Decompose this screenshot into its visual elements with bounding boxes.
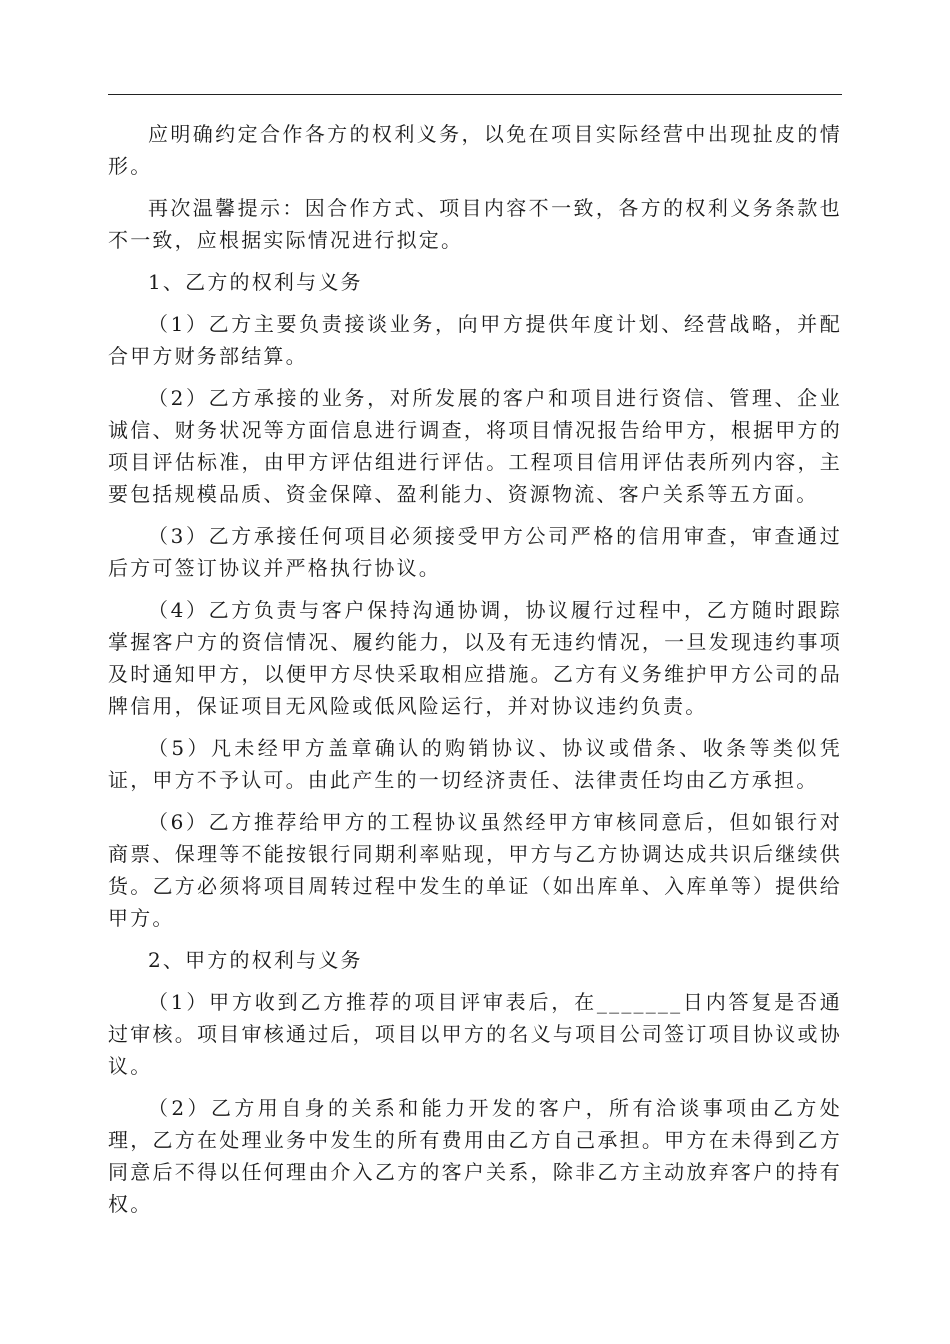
- clause-b-2: （2）乙方承接的业务，对所发展的客户和项目进行资信、管理、企业诚信、财务状况等方面信息进行调查，将项目情况报告给甲方，根据甲方的项目评估标准，由甲方评估组进行评估。工程项目信用评估表所列内容，主要包括规模品质、资金保障、盈利能力、资源物流、客户关系等五方面。: [108, 386, 842, 506]
- document-body: [108, 118, 842, 1230]
- clause-b-6: （6）乙方推荐给甲方的工程协议虽然经甲方审核同意后，但如银行对商票、保理等不能按银行同期利率贴现，甲方与乙方协调达成共识后继续供货。乙方必须将项目周转过程中发生的单证（如出库单、入库单等）提供给甲方。: [108, 810, 842, 930]
- section-heading-party-a: 2、甲方的权利与义务: [148, 948, 363, 972]
- clause-b-1: （1）乙方主要负责接谈业务，向甲方提供年度计划、经营战略，并配合甲方财务部结算。: [108, 312, 842, 368]
- paragraph-reminder: 再次温馨提示：因合作方式、项目内容不一致，各方的权利义务条款也不一致，应根据实际情况进行拟定。: [108, 196, 842, 252]
- clause-a-2: （2）乙方用自身的关系和能力开发的客户，所有洽谈事项由乙方处理，乙方在处理业务中发生的所有费用由乙方自己承担。甲方在未得到乙方同意后不得以任何理由介入乙方的客户关系，除非乙方主动放弃客户的持有权。: [108, 1096, 842, 1216]
- header-rule: [108, 94, 842, 95]
- clause-b-4: （4）乙方负责与客户保持沟通协调，协议履行过程中，乙方随时跟踪掌握客户方的资信情况、履约能力，以及有无违约情况，一旦发现违约事项及时通知甲方，以便甲方尽快采取相应措施。乙方有义务维护甲方公司的品牌信用，保证项目无风险或低风险运行，并对协议违约负责。: [108, 598, 842, 718]
- section-heading-party-b: 1、乙方的权利与义务: [148, 270, 363, 294]
- paragraph-intro: 应明确约定合作各方的权利义务，以免在项目实际经营中出现扯皮的情形。: [108, 122, 842, 178]
- clause-b-3: （3）乙方承接任何项目必须接受甲方公司严格的信用审查，审查通过后方可签订协议并严格执行协议。: [108, 524, 842, 580]
- clause-b-5: （5）凡未经甲方盖章确认的购销协议、协议或借条、收条等类似凭证，甲方不予认可。由此产生的一切经济责任、法律责任均由乙方承担。: [108, 736, 842, 792]
- clause-a-1: （1）甲方收到乙方推荐的项目评审表后，在_______日内答复是否通过审核。项目审核通过后，项目以甲方的名义与项目公司签订项目协议或协议。: [108, 990, 842, 1078]
